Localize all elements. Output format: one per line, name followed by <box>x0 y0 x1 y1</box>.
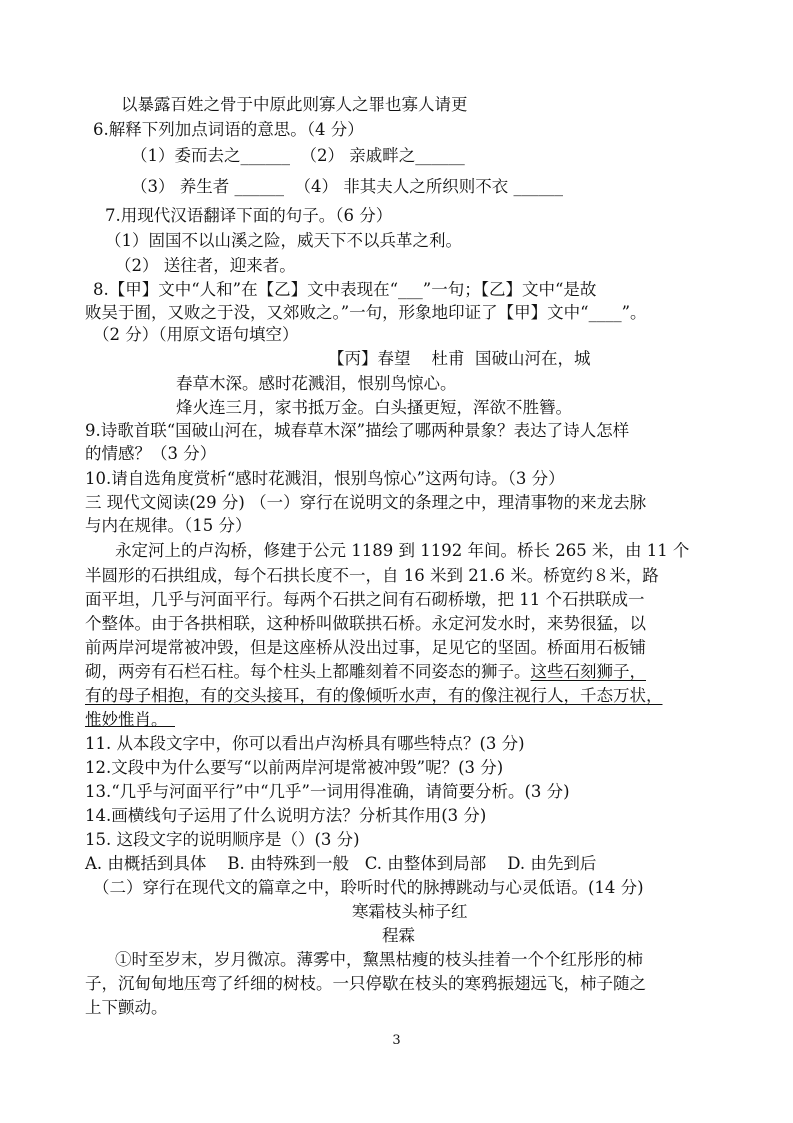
paragraph-line: 上下颤动。 <box>85 998 168 1017</box>
underline-rule <box>85 726 175 727</box>
text-line: 败吴于囿，又败之于没，又郊败之。”一句，形象地印证了【甲】文中“____”。 <box>85 303 647 322</box>
section-heading: 三 现代文阅读(29 分) （一）穿行在说明文的条理之中，理清事物的来龙去脉 <box>85 493 647 512</box>
section-heading: （二）穿行在现代文的篇章之中，聆听时代的脉搏跳动与心灵低语。(14 分) <box>93 878 644 897</box>
text-line: （2） 送往者，迎来者。 <box>115 256 296 275</box>
text-line: （1）固国不以山溪之险，威天下不以兵革之利。 <box>105 231 462 250</box>
paragraph-line: 个整体。由于各拱相联，这种桥叫做联拱石桥。永定河发水时，来势很猛，以 <box>85 614 646 633</box>
paragraph-line: 前两岸河堤常被冲毁，但是这座桥从没出过事，足见它的坚固。桥面用石板铺 <box>85 638 646 657</box>
question-8: 8.【甲】文中“人和”在【乙】文中表现在“___”一句；【乙】文中“是故 <box>93 280 597 299</box>
text-line: （3） 养生者 ______ （4） 非其夫人之所织则不衣 ______ <box>131 177 563 196</box>
underlined-sentence: 惟妙惟肖。 <box>85 710 168 729</box>
article-author: 程霖 <box>382 926 415 945</box>
paragraph-line <box>85 662 646 682</box>
text-line: 的情感？（3 分） <box>85 444 217 463</box>
article-title: 寒霜枝头柿子红 <box>352 902 468 921</box>
poem-title-line: 【丙】春望 杜甫 国破山河在，城 <box>328 349 591 368</box>
text-line: （2 分）（用原文语句填空） <box>93 325 299 344</box>
question-15: 15. 这段文字的说明顺序是（）(3 分) <box>85 830 360 849</box>
text-line: （1）委而去之______ （2） 亲戚畔之______ <box>131 146 465 165</box>
paragraph-line: 半圆形的石拱组成，每个石拱长度不一，自 16 米到 21.6 米。桥宽约８米，路 <box>85 566 659 585</box>
paragraph-line: 永定河上的卢沟桥，修建于公元 1189 到 1192 年间。桥长 265 米，由 11 个 <box>115 541 690 560</box>
answer-options: A. 由概括到具体 B. 由特殊到一般 C. 由整体到局部 D. 由先到后 <box>85 854 597 873</box>
paragraph-line: 面平坦，几乎与河面平行。每两个石拱之间有石砌桥墩，把 11 个石拱联成一 <box>85 590 645 609</box>
page-number: 3 <box>392 1033 401 1048</box>
question-14: 14.画横线句子运用了什么说明方法？分析其作用(3 分) <box>85 806 487 825</box>
paragraph-line: ①时至岁末，岁月微凉。薄雾中，黧黑枯瘦的枝头挂着一个个红彤彤的柿 <box>115 950 643 969</box>
question-9: 9.诗歌首联“国破山河在，城春草木深”描绘了哪两种景象？表达了诗人怎样 <box>85 421 630 440</box>
question-13: 13.“几乎与河面平行”中“几乎”一词用得准确，请简要分析。(3 分) <box>85 782 570 801</box>
question-6: 6.解释下列加点词语的意思。（4 分） <box>93 120 364 139</box>
question-7: 7.用现代汉语翻译下面的句子。（6 分） <box>105 206 393 225</box>
poem-line: 春草木深。感时花溅泪，恨别鸟惊心。 <box>176 374 457 393</box>
paragraph-line: 子，沉甸甸地压弯了纤细的树枝。一只停歇在枝头的寒鸦振翅远飞，柿子随之 <box>85 974 646 993</box>
text-line: 与内在规律。（15 分） <box>85 516 252 535</box>
underlined-sentence: 有的母子相抱，有的交头接耳，有的像倾听水声，有的像注视行人，千态万状， <box>85 686 663 705</box>
poem-line: 烽火连三月，家书抵万金。白头搔更短，浑欲不胜簪。 <box>176 398 572 417</box>
paragraph-text: 砌，两旁有石栏石柱。每个柱头上都雕刻着不同姿态的狮子。 <box>85 662 531 681</box>
question-11: 11. 从本段文字中，你可以看出卢沟桥具有哪些特点？(3 分) <box>85 734 525 753</box>
question-12: 12.文段中为什么要写“以前两岸河堤常被冲毁”呢？(3 分) <box>85 758 504 777</box>
question-10: 10.请自选角度赏析“感时花溅泪，恨别鸟惊心”这两句诗。（3 分） <box>85 469 565 488</box>
underlined-sentence: 这些石刻狮子， <box>530 662 646 681</box>
text-line: 以暴露百姓之骨于中原此则寡人之罪也寡人请更 <box>121 95 468 114</box>
